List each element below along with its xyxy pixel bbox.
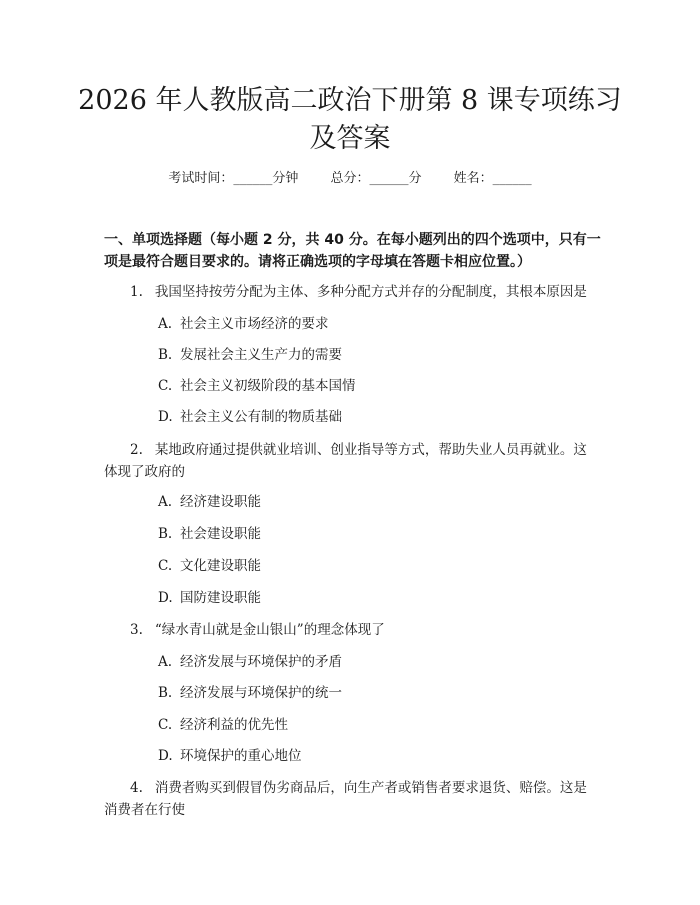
option-3d xyxy=(158,746,578,766)
option-2c xyxy=(158,556,578,576)
document-title xyxy=(60,82,640,158)
question-number: 4. xyxy=(130,780,143,796)
exam-score: 总分：______分 xyxy=(330,171,422,186)
option-text: 国防建设职能 xyxy=(180,590,261,606)
question-text: 消费者购买到假冒伪劣商品后，向生产者或销售者要求退货、赔偿。这是消费者在行使 xyxy=(104,780,587,818)
title-line-1: 2026 年人教版高二政治下册第 8 课专项练习 xyxy=(78,85,622,116)
option-text: 社会主义公有制的物质基础 xyxy=(180,409,342,425)
option-text: 经济建设职能 xyxy=(180,494,261,510)
question-text: “绿水青山就是金山银山”的理念体现了 xyxy=(154,622,385,638)
option-letter: C. xyxy=(158,717,173,733)
question-3 xyxy=(104,619,600,641)
question-4 xyxy=(104,777,600,821)
option-letter: B. xyxy=(158,526,173,542)
question-text: 我国坚持按劳分配为主体、多种分配方式并存的分配制度，其根本原因是 xyxy=(154,284,587,300)
exam-time: 考试时间：______分钟 xyxy=(168,171,299,186)
option-letter: A. xyxy=(158,316,173,332)
option-3c xyxy=(158,715,578,735)
option-2d xyxy=(158,588,578,608)
question-text: 某地政府通过提供就业培训、创业指导等方式，帮助失业人员再就业。这体现了政府的 xyxy=(104,442,587,480)
option-text: 社会主义市场经济的要求 xyxy=(180,316,329,332)
option-text: 经济发展与环境保护的矛盾 xyxy=(180,654,342,670)
option-1a xyxy=(158,314,578,334)
option-1b xyxy=(158,345,578,365)
option-letter: D. xyxy=(158,590,173,606)
option-text: 社会建设职能 xyxy=(180,526,261,542)
section-heading: 一、单项选择题（每小题 2 分，共 40 分。在每小题列出的四个选项中，只有一项是最符合题目要求的。请将正确选项的字母填在答题卡相应位置。） xyxy=(104,232,601,270)
option-2b xyxy=(158,524,578,544)
question-number: 3. xyxy=(130,622,143,638)
option-letter: C. xyxy=(158,558,173,574)
option-text: 经济利益的优先性 xyxy=(180,717,288,733)
exam-info xyxy=(0,170,700,188)
option-letter: A. xyxy=(158,654,173,670)
option-3b xyxy=(158,683,578,703)
option-letter: D. xyxy=(158,748,173,764)
option-text: 发展社会主义生产力的需要 xyxy=(180,347,342,363)
student-name: 姓名：______ xyxy=(453,171,532,186)
option-2a xyxy=(158,492,578,512)
option-letter: B. xyxy=(158,347,173,363)
option-letter: C. xyxy=(158,378,173,394)
question-1 xyxy=(104,281,600,303)
option-letter: B. xyxy=(158,685,173,701)
option-3a xyxy=(158,652,578,672)
option-1d xyxy=(158,407,578,427)
option-letter: D. xyxy=(158,409,173,425)
question-number: 1. xyxy=(130,284,143,300)
option-text: 经济发展与环境保护的统一 xyxy=(180,685,342,701)
question-2 xyxy=(104,439,600,483)
option-text: 环境保护的重心地位 xyxy=(180,748,302,764)
option-text: 社会主义初级阶段的基本国情 xyxy=(180,378,356,394)
question-number: 2. xyxy=(130,442,143,458)
option-letter: A. xyxy=(158,494,173,510)
option-text: 文化建设职能 xyxy=(180,558,261,574)
option-1c xyxy=(158,376,578,396)
title-line-2: 及答案 xyxy=(309,123,391,154)
